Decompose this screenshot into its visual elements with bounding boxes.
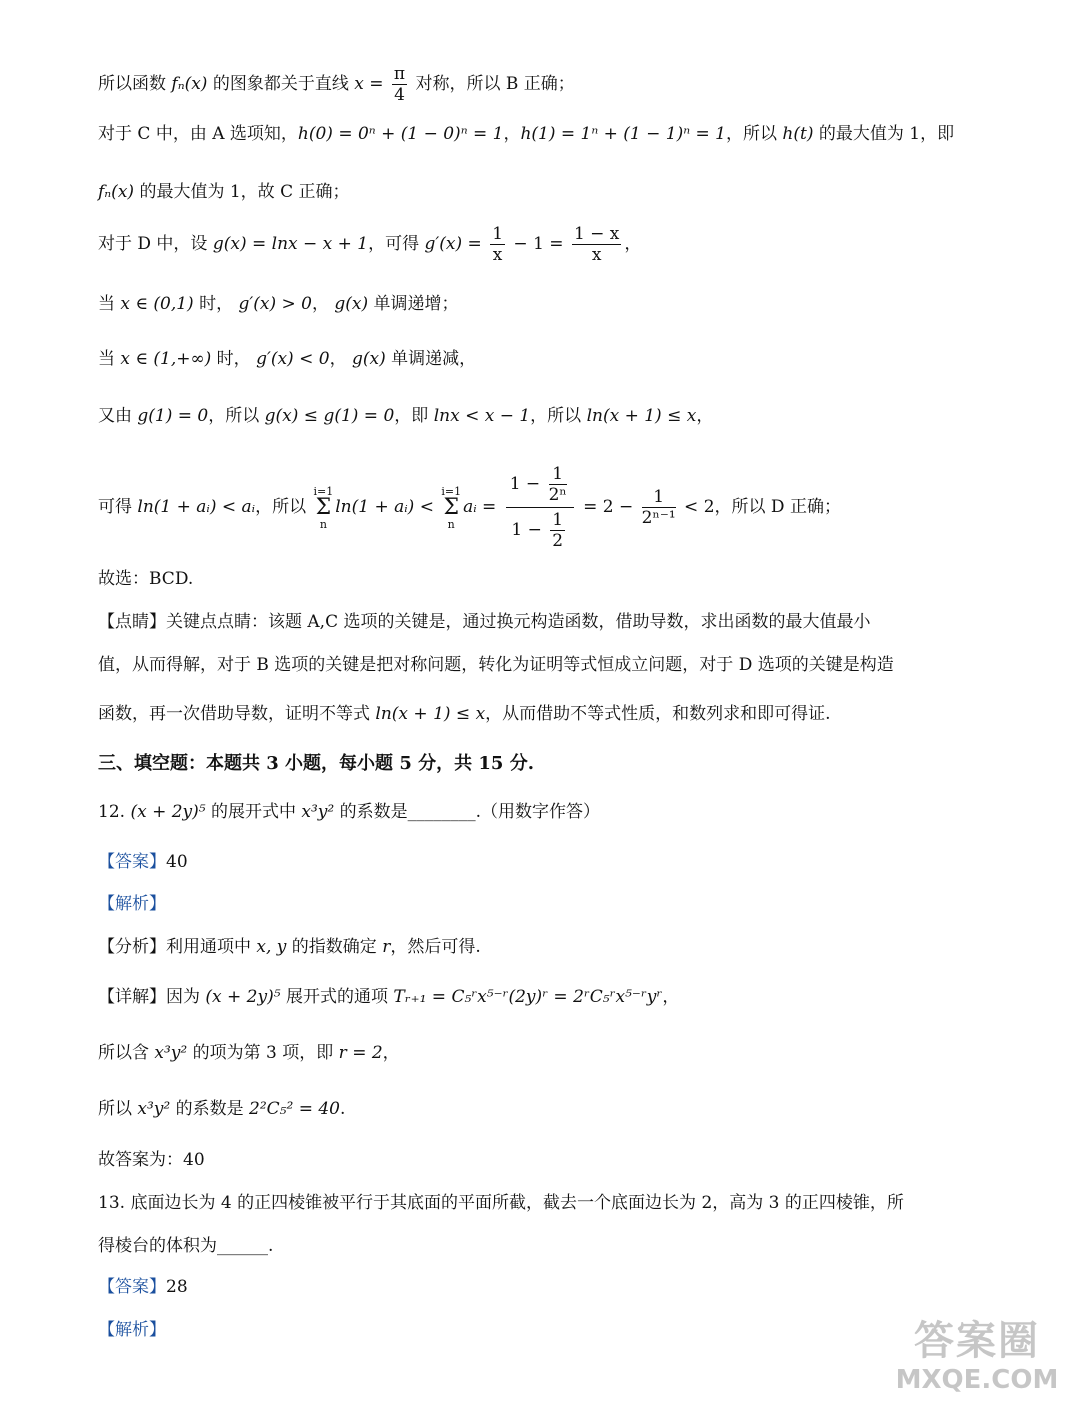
sum-symbol: i=1 Σ n	[313, 484, 334, 531]
text: 利用通项中	[166, 937, 257, 957]
text: ，所以	[208, 406, 265, 426]
sum-symbol: i=1 Σ n	[441, 484, 462, 531]
math: g(x)	[334, 294, 369, 314]
math: g′(x) > 0	[238, 294, 312, 314]
text: ，从而借助不等式性质，和数列求和即可得证.	[485, 704, 831, 724]
text: ，所以	[530, 406, 587, 426]
fraction-pi-over-4: $\frac{\pi}{4}$	[393, 64, 406, 105]
answer-13	[98, 1275, 188, 1299]
text: 对称，所以 B 正确；	[410, 74, 575, 94]
text: ，所以	[255, 497, 312, 517]
text-line-7	[98, 404, 713, 428]
text: 当	[98, 294, 121, 314]
text: 时，	[211, 349, 257, 369]
question-13-line-1	[98, 1191, 904, 1215]
text: 的展开式中	[205, 802, 302, 822]
answer-value: 40	[166, 852, 188, 872]
analysis-tag: 【解析】	[98, 1320, 166, 1340]
text: 关键点点睛：该题 A,C 选项的关键是，通过换元构造函数，借助导数，求出函数的最大值最小	[166, 612, 871, 632]
text-line-1	[98, 64, 575, 105]
answer-12	[98, 850, 188, 874]
math: ln(x + 1) ≤ x	[586, 406, 697, 426]
text: 值，从而得解，对于 B 选项的关键是把对称问题，转化为证明等式恒成立问题，对于 D 选项的关键是构造	[98, 655, 894, 675]
text: 可得	[98, 497, 138, 517]
math: fₙ(x)	[98, 182, 135, 202]
text-line-9	[98, 567, 193, 591]
math: ln(1 + aᵢ) < aᵢ	[137, 497, 256, 517]
text: ，可得	[368, 234, 425, 254]
text: 所以函数	[98, 74, 172, 94]
math: ln(x + 1) ≤ x	[375, 704, 486, 724]
math: aᵢ =	[463, 497, 502, 517]
analysis-12	[98, 935, 481, 959]
text: 对于 C 中，由 A 选项知，	[98, 124, 298, 144]
math: x =	[354, 74, 389, 94]
text-line-2	[98, 122, 954, 146]
math: g(x) = lnx − x + 1	[212, 234, 369, 254]
math: r = 2	[338, 1043, 383, 1063]
math: g(x) ≤ g(1) = 0	[264, 406, 395, 426]
math: x ∈ (0,1)	[120, 294, 194, 314]
text: ，	[696, 406, 714, 426]
fraction-1-over-2n-1: $\frac{1}{\text{2ⁿ⁻¹}}$	[641, 487, 676, 528]
text: 13. 底面边长为 4 的正四棱锥被平行于其底面的平面所截，截去一个底面边长为 2，高为 3 的正四棱锥，所	[98, 1193, 904, 1213]
text: ，所以	[726, 124, 783, 144]
geometric-sum-fraction: 1 − $\frac{1}{\text{2ⁿ}}$ 1 − $\frac{1}{2}$	[506, 462, 574, 553]
question-13-line-2	[98, 1234, 273, 1258]
math: Tᵣ₊₁ = C₅ʳx⁵⁻ʳ(2y)ʳ = 2ʳC₅ʳx⁵⁻ʳyʳ	[393, 987, 663, 1007]
text: − 1 =	[508, 234, 569, 254]
detail-12	[98, 985, 679, 1009]
text: 的指数确定	[286, 937, 383, 957]
text: 故答案为：40	[98, 1150, 205, 1170]
text: 所以含	[98, 1043, 155, 1063]
text: 得棱台的体积为______.	[98, 1236, 274, 1256]
text-line-8	[98, 462, 841, 553]
text-line-3	[98, 180, 350, 204]
text: ，然后可得.	[390, 937, 481, 957]
math: 2²C₅² = 40	[249, 1099, 340, 1119]
math: h(0) = 0ⁿ + (1 − 0)ⁿ = 1	[297, 124, 504, 144]
text: 单调递增；	[368, 294, 459, 314]
text: 函数，再一次借助导数，证明不等式	[98, 704, 376, 724]
math: g′(x) =	[424, 234, 488, 254]
watermark-logo	[892, 1318, 1062, 1403]
math: < 2	[678, 497, 715, 517]
math: r	[382, 937, 391, 957]
text-line-5	[98, 292, 459, 316]
tag: 【分析】	[98, 937, 166, 957]
watermark-cn: 答案圈	[914, 1318, 1040, 1364]
text-line-4	[98, 224, 641, 265]
math: (x + 2y)⁵	[130, 802, 206, 822]
fraction-1-over-x: $\frac{1}{x}$	[492, 224, 504, 265]
text-line-14	[98, 1097, 345, 1121]
analysis-12-heading	[98, 892, 166, 916]
fraction-1-minus-x-over-x: $\frac{1 - x}{x}$	[573, 224, 620, 265]
text: 的图象都关于直线	[207, 74, 355, 94]
text: ，	[662, 987, 680, 1007]
text: 的项为第 3 项，即	[187, 1043, 339, 1063]
text-line-12	[98, 702, 831, 726]
math: x³y²	[137, 1099, 171, 1119]
math: g(x)	[351, 349, 386, 369]
analysis-13-heading	[98, 1318, 166, 1342]
math: x³y²	[154, 1043, 188, 1063]
text: ，即	[394, 406, 434, 426]
answer-tag: 【答案】	[98, 852, 166, 872]
math: ln(1 + aᵢ) <	[335, 497, 440, 517]
text: 12.	[98, 802, 131, 822]
text: 对于 D 中，设	[98, 234, 213, 254]
text: 单调递减，	[385, 349, 477, 369]
text: 时，	[193, 294, 239, 314]
text: 的系数是	[170, 1099, 250, 1119]
text: 因为	[166, 987, 206, 1007]
answer-value: 28	[166, 1277, 188, 1297]
text-line-15	[98, 1148, 205, 1172]
answer-tag: 【答案】	[98, 1277, 166, 1297]
text: ，	[329, 349, 352, 369]
math: h(1) = 1ⁿ + (1 − 1)ⁿ = 1	[520, 124, 726, 144]
text: 当	[98, 349, 121, 369]
text: 所以	[98, 1099, 138, 1119]
math: x ∈ (1,+∞)	[120, 349, 212, 369]
text-line-6	[98, 347, 476, 371]
math: g′(x) < 0	[256, 349, 330, 369]
text: 故选：BCD.	[98, 569, 194, 589]
text: 的系数是________.（用数字作答）	[334, 802, 601, 822]
text: = 2 −	[577, 497, 639, 517]
text: 又由	[98, 406, 138, 426]
text: .	[340, 1099, 346, 1119]
math: h(t)	[782, 124, 814, 144]
text: ，	[382, 1043, 400, 1063]
math: lnx < x − 1	[433, 406, 531, 426]
math: (x + 2y)⁵	[205, 987, 281, 1007]
tag: 【点睛】	[98, 612, 166, 632]
text-line-13	[98, 1041, 400, 1065]
analysis-tag: 【解析】	[98, 894, 166, 914]
text: 展开式的通项	[280, 987, 394, 1007]
math: x, y	[256, 937, 287, 957]
text-line-11	[98, 653, 894, 677]
math: x³y²	[301, 802, 335, 822]
question-12	[98, 800, 600, 824]
text: 的最大值为 1，即	[813, 124, 955, 144]
math: fₙ(x)	[171, 74, 208, 94]
text: 的最大值为 1，故 C 正确；	[134, 182, 350, 202]
section-heading: 三、填空题：本题共 3 小题，每小题 5 分，共 15 分.	[98, 753, 534, 774]
tag: 【详解】	[98, 987, 166, 1007]
text: ，	[503, 124, 521, 144]
text: ，	[624, 234, 642, 254]
text-line-10	[98, 610, 871, 634]
math: g(1) = 0	[137, 406, 209, 426]
text: ，	[311, 294, 335, 314]
text: ，所以 D 正确；	[714, 497, 841, 517]
watermark-en: MXQE.COM	[895, 1365, 1059, 1395]
